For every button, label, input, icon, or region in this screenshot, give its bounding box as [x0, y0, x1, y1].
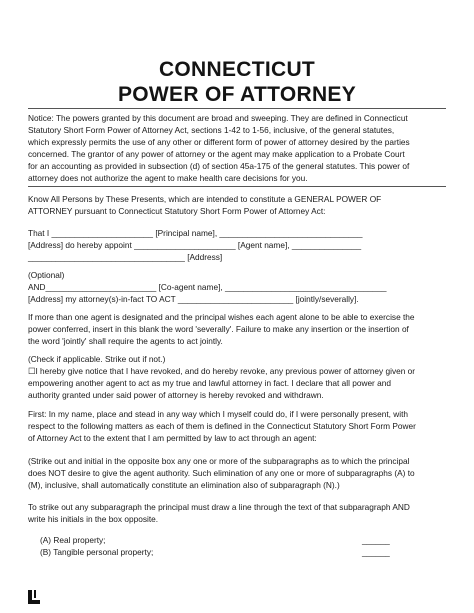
- revoke-paragraph: [28, 353, 448, 401]
- strike-through-line: To strike out any subparagraph the principal must draw a line through the text of that subparagraph AND: [28, 502, 410, 512]
- optional-coagent-paragraph: [28, 269, 448, 305]
- notice-divider: [28, 186, 446, 187]
- first-paragraph: [28, 408, 448, 444]
- notice-line: which expressly permits the use of any other or different form of power of attorney desired by the parties: [28, 137, 410, 147]
- strike-line: (Strike out and initial in the opposite box any one or more of the subparagraphs as to which the principal: [28, 456, 410, 466]
- principal-line: __________________________________ [Address]: [28, 252, 223, 262]
- principal-line: That I ______________________ [Principal name], _______________________________: [28, 228, 363, 238]
- notice-line: Statutory Short Form Power of Attorney Act, sections 1-42 to 1-56, inclusive, of the general statutes,: [28, 125, 395, 135]
- title-divider: [28, 108, 446, 109]
- revoke-line: (Check if applicable. Strike out if not.): [28, 354, 166, 364]
- know-all-paragraph: [28, 193, 448, 217]
- revoke-checkbox-line[interactable]: ☐I hereby give notice that I have revoked, and do hereby revoke, any previous power of attorney given or: [28, 366, 416, 376]
- principal-line: [Address] do hereby appoint ______________________ [Agent name], _______________: [28, 240, 362, 250]
- subparagraph-b-initial-box[interactable]: ______: [362, 547, 390, 557]
- agents-line: power conferred, insert in this blank the word 'severally'. Failure to make any insertion or the insertion of: [28, 324, 409, 334]
- notice-line: concerned. The grantor of any power of attorney or the agent may make application to a Probate Court: [28, 149, 405, 159]
- strike-line: does NOT desire to give the agent authority. Such elimination of any one or more of subparagraphs (A) to: [28, 468, 415, 478]
- strike-out-paragraph: [28, 455, 448, 491]
- revoke-line: authority granted under said power of attorney is hereby revoked and withdrawn.: [28, 390, 324, 400]
- notice-line: for an accounting as provided in subsection (d) of section 45a-175 of the general statutes. This power of: [28, 161, 410, 171]
- first-line: First: In my name, place and stead in any way which I myself could do, if I were personally present, with: [28, 409, 408, 419]
- more-than-one-agent-paragraph: [28, 311, 448, 347]
- subparagraph-a-row: [40, 534, 400, 546]
- notice-paragraph: [28, 112, 448, 184]
- strike-line: (M), inclusive, shall automatically constitute an elimination also of subparagraph (N).): [28, 480, 340, 490]
- principal-paragraph: [28, 227, 448, 263]
- subparagraph-a-label: (A) Real property;: [40, 535, 106, 545]
- subparagraph-a-initial-box[interactable]: ______: [362, 535, 390, 545]
- strike-through-paragraph: [28, 501, 448, 525]
- optional-line: [Address] my attorney(s)-in-fact TO ACT _________________________ [jointly/severally].: [28, 294, 359, 304]
- legal-document-logo-icon: [28, 590, 40, 604]
- agents-line: the word 'jointly' shall require the agents to act jointly.: [28, 336, 223, 346]
- optional-line: (Optional): [28, 270, 65, 280]
- know-all-line: Know All Persons by These Presents, which are intended to constitute a GENERAL POWER OF: [28, 194, 382, 204]
- know-all-line: ATTORNEY pursuant to Connecticut Statutory Short Form Power of Attorney Act:: [28, 206, 326, 216]
- revoke-line: empowering another agent to act as my true and lawful attorney in fact. I declare that all power and: [28, 378, 391, 388]
- agents-line: If more than one agent is designated and the principal wishes each agent alone to be able to exercise the: [28, 312, 415, 322]
- subparagraph-b-row: [40, 546, 400, 558]
- notice-line: Notice: The powers granted by this document are broad and sweeping. They are defined in Connecticut: [28, 113, 408, 123]
- title-document: POWER OF ATTORNEY: [117, 83, 357, 106]
- first-line: of Attorney Act to the extent that I am permitted by law to act through an agent:: [28, 433, 317, 443]
- title-state: CONNECTICUT: [158, 58, 316, 81]
- subparagraph-b-label: (B) Tangible personal property;: [40, 547, 154, 557]
- notice-line: attorney does not authorize the agent to make health care decisions for you.: [28, 173, 308, 183]
- strike-through-line: write his initials in the box opposite.: [28, 514, 159, 524]
- first-line: respect to the following matters as each of them is defined in the Connecticut Statutory Short Form Power: [28, 421, 416, 431]
- optional-line: AND________________________ [Co-agent name], ___________________________________: [28, 282, 387, 292]
